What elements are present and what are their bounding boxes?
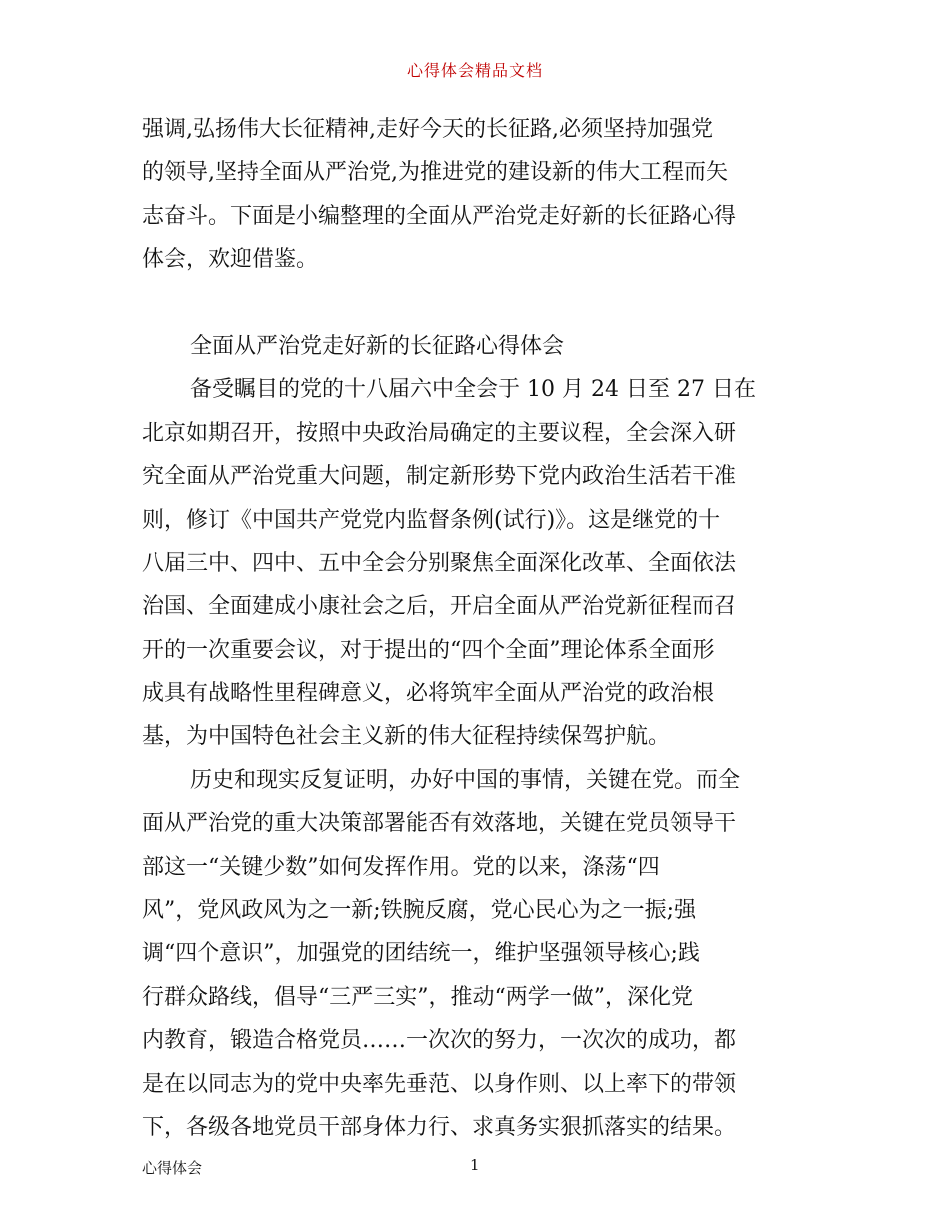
text-line: 历史和现实反复证明，办好中国的事情，关键在党。而全 [190, 767, 741, 793]
text-line: 治国、全面建成小康社会之后，开启全面从严治党新征程而召 [142, 594, 737, 620]
text-line: 调“四个意识”，加强党的团结统一，维护坚强领导核心;践 [142, 941, 700, 967]
text-line: 面从严治党的重大决策部署能否有效落地，关键在党员领导干 [142, 811, 737, 837]
footer-label: 心得体会 [142, 1159, 203, 1177]
text-line: 北京如期召开，按照中央政治局确定的主要议程，全会深入研 [142, 420, 737, 446]
text-line: 究全面从严治党重大问题，制定新形势下党内政治生活若干准 [142, 464, 737, 490]
page-number: 1 [470, 1156, 480, 1174]
text-line: 行群众路线，倡导“三严三实”，推动“两学一做”，深化党 [142, 984, 693, 1010]
text-line: 备受瞩目的党的十八届六中全会于 10 月 24 日至 27 日在 [190, 377, 756, 403]
text-line: 风”，党风政风为之一新;铁腕反腐，党心民心为之一振;强 [142, 898, 697, 924]
text-line: 的领导,坚持全面从严治党,为推进党的建设新的伟大工程而矢 [142, 160, 728, 186]
text-line: 开的一次重要会议，对于提出的“四个全面”理论体系全面形 [142, 637, 715, 663]
text-line: 八届三中、四中、五中全会分别聚焦全面深化改革、全面依法 [142, 550, 737, 576]
text-line: 下，各级各地党员干部身体力行、求真务实狠抓落实的结果。 [142, 1114, 737, 1140]
paragraph-gap [142, 282, 812, 325]
text-line: 体会，欢迎借鉴。 [142, 247, 319, 273]
text-line: 部这一“关键少数”如何发挥作用。党的以来，涤荡“四 [142, 854, 660, 880]
text-line: 志奋斗。下面是小编整理的全面从严治党走好新的长征路心得 [142, 203, 737, 229]
text-line: 内教育，锻造合格党员……一次次的努力，一次次的成功，都 [142, 1028, 737, 1054]
section-heading: 全面从严治党走好新的长征路心得体会 [190, 333, 565, 359]
text-line: 则，修订《中国共产党党内监督条例(试行)》。这是继党的十 [142, 507, 721, 533]
text-line: 是在以同志为的党中央率先垂范、以身作则、以上率下的带领 [142, 1071, 737, 1097]
text-line: 基，为中国特色社会主义新的伟大征程持续保驾护航。 [142, 724, 671, 750]
document-header-title: 心得体会精品文档 [406, 61, 543, 80]
document-body [142, 108, 812, 1149]
text-line: 强调,弘扬伟大长征精神,走好今天的长征路,必须坚持加强党 [142, 117, 713, 142]
text-line: 成具有战略性里程碑意义，必将筑牢全面从严治党的政治根 [142, 681, 715, 707]
